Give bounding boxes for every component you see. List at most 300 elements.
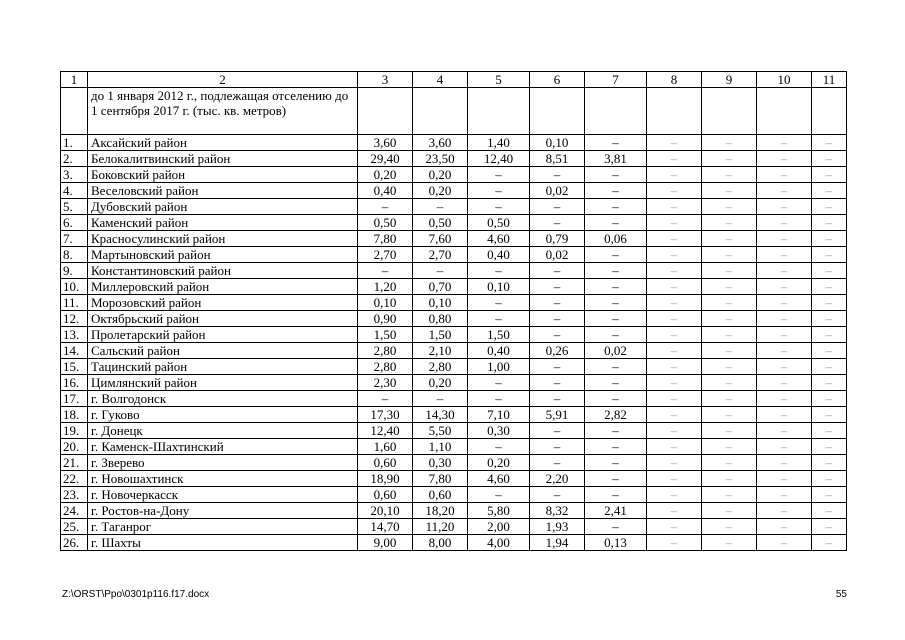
value-cell: –: [812, 295, 847, 311]
value-cell: –: [702, 135, 757, 151]
empty-cell: [530, 88, 585, 135]
value-cell: –: [812, 231, 847, 247]
column-number: 10: [757, 72, 812, 88]
value-cell: –: [585, 279, 647, 295]
value-cell: 4,60: [468, 231, 530, 247]
value-cell: –: [413, 263, 468, 279]
row-number: 15.: [61, 359, 88, 375]
value-cell: 17,30: [358, 407, 413, 423]
value-cell: –: [812, 215, 847, 231]
value-cell: –: [413, 199, 468, 215]
territory-name: Октябрьский район: [88, 311, 358, 327]
value-cell: –: [530, 311, 585, 327]
row-number: 18.: [61, 407, 88, 423]
value-cell: 1,20: [358, 279, 413, 295]
value-cell: –: [757, 503, 812, 519]
value-cell: –: [647, 183, 702, 199]
value-cell: –: [647, 535, 702, 551]
value-cell: –: [702, 279, 757, 295]
value-cell: 0,50: [358, 215, 413, 231]
value-cell: –: [585, 135, 647, 151]
value-cell: 23,50: [413, 151, 468, 167]
value-cell: 1,50: [413, 327, 468, 343]
value-cell: 0,40: [358, 183, 413, 199]
territory-name: Миллеровский район: [88, 279, 358, 295]
column-number: 8: [647, 72, 702, 88]
value-cell: –: [585, 183, 647, 199]
value-cell: 5,80: [468, 503, 530, 519]
row-number: 11.: [61, 295, 88, 311]
value-cell: –: [757, 199, 812, 215]
value-cell: –: [702, 231, 757, 247]
column-number: 2: [88, 72, 358, 88]
value-cell: –: [647, 423, 702, 439]
value-cell: 5,50: [413, 423, 468, 439]
table-row: [61, 263, 847, 279]
value-cell: –: [585, 375, 647, 391]
value-cell: 0,50: [413, 215, 468, 231]
value-cell: 7,10: [468, 407, 530, 423]
territory-name: Белокалитвинский район: [88, 151, 358, 167]
territory-name: г. Донецк: [88, 423, 358, 439]
value-cell: –: [585, 327, 647, 343]
value-cell: –: [702, 375, 757, 391]
table-row: [61, 359, 847, 375]
value-cell: –: [647, 503, 702, 519]
value-cell: –: [812, 471, 847, 487]
territory-name: г. Новочеркасск: [88, 487, 358, 503]
value-cell: –: [585, 167, 647, 183]
empty-cell: [585, 88, 647, 135]
value-cell: 12,40: [358, 423, 413, 439]
row-number: 8.: [61, 247, 88, 263]
value-cell: –: [530, 439, 585, 455]
value-cell: –: [530, 359, 585, 375]
value-cell: –: [812, 247, 847, 263]
value-cell: 12,40: [468, 151, 530, 167]
value-cell: –: [585, 487, 647, 503]
value-cell: –: [468, 375, 530, 391]
value-cell: 0,20: [358, 167, 413, 183]
value-cell: –: [530, 391, 585, 407]
value-cell: –: [757, 215, 812, 231]
value-cell: 0,10: [413, 295, 468, 311]
value-cell: –: [647, 231, 702, 247]
value-cell: –: [757, 295, 812, 311]
value-cell: 5,91: [530, 407, 585, 423]
value-cell: –: [647, 279, 702, 295]
value-cell: –: [530, 167, 585, 183]
value-cell: –: [702, 247, 757, 263]
value-cell: –: [413, 391, 468, 407]
value-cell: –: [702, 167, 757, 183]
value-cell: 8,32: [530, 503, 585, 519]
value-cell: –: [812, 535, 847, 551]
value-cell: –: [812, 423, 847, 439]
value-cell: 0,60: [358, 487, 413, 503]
value-cell: 0,60: [358, 455, 413, 471]
value-cell: 1,94: [530, 535, 585, 551]
value-cell: –: [757, 279, 812, 295]
value-cell: –: [757, 183, 812, 199]
value-cell: –: [585, 311, 647, 327]
row-number: 16.: [61, 375, 88, 391]
value-cell: 1,60: [358, 439, 413, 455]
row-number: 12.: [61, 311, 88, 327]
table-row: [61, 183, 847, 199]
value-cell: –: [757, 535, 812, 551]
row-number: 24.: [61, 503, 88, 519]
value-cell: 2,20: [530, 471, 585, 487]
value-cell: –: [812, 151, 847, 167]
value-cell: 7,80: [413, 471, 468, 487]
table-row: [61, 135, 847, 151]
value-cell: –: [585, 439, 647, 455]
territory-name: Сальский район: [88, 343, 358, 359]
value-cell: –: [702, 471, 757, 487]
territory-name: Морозовский район: [88, 295, 358, 311]
continued-header-text: до 1 января 2012 г., подлежащая отселению до 1 сентября 2017 г. (тыс. кв. метров): [88, 88, 358, 135]
value-cell: 4,60: [468, 471, 530, 487]
row-number: 6.: [61, 215, 88, 231]
value-cell: –: [358, 391, 413, 407]
territory-name: Дубовский район: [88, 199, 358, 215]
value-cell: –: [647, 311, 702, 327]
value-cell: 3,81: [585, 151, 647, 167]
territory-name: Тацинский район: [88, 359, 358, 375]
value-cell: –: [757, 487, 812, 503]
value-cell: –: [530, 295, 585, 311]
value-cell: –: [702, 151, 757, 167]
value-cell: 7,60: [413, 231, 468, 247]
value-cell: 0,20: [413, 167, 468, 183]
value-cell: –: [702, 519, 757, 535]
value-cell: –: [585, 295, 647, 311]
row-number: 2.: [61, 151, 88, 167]
value-cell: 2,41: [585, 503, 647, 519]
value-cell: –: [585, 359, 647, 375]
table-row: [61, 311, 847, 327]
row-number: 21.: [61, 455, 88, 471]
value-cell: –: [702, 263, 757, 279]
value-cell: 0,40: [468, 343, 530, 359]
value-cell: 0,30: [468, 423, 530, 439]
table-row: [61, 375, 847, 391]
territory-name: Мартыновский район: [88, 247, 358, 263]
value-cell: 0,26: [530, 343, 585, 359]
empty-cell: [812, 88, 847, 135]
value-cell: –: [702, 359, 757, 375]
column-number: 4: [413, 72, 468, 88]
value-cell: –: [757, 471, 812, 487]
value-cell: –: [812, 391, 847, 407]
table-row: [61, 151, 847, 167]
table-row: [61, 391, 847, 407]
empty-cell: [702, 88, 757, 135]
value-cell: 0,50: [468, 215, 530, 231]
empty-cell: [61, 88, 88, 135]
value-cell: –: [702, 343, 757, 359]
territory-name: г. Таганрог: [88, 519, 358, 535]
row-number: 14.: [61, 343, 88, 359]
value-cell: 0,30: [413, 455, 468, 471]
value-cell: –: [530, 215, 585, 231]
territory-name: г. Гуково: [88, 407, 358, 423]
value-cell: 1,50: [358, 327, 413, 343]
value-cell: –: [702, 391, 757, 407]
value-cell: 0,10: [468, 279, 530, 295]
value-cell: –: [757, 375, 812, 391]
value-cell: 29,40: [358, 151, 413, 167]
value-cell: –: [468, 391, 530, 407]
value-cell: –: [530, 375, 585, 391]
value-cell: –: [647, 359, 702, 375]
value-cell: –: [585, 215, 647, 231]
table-row: [61, 199, 847, 215]
value-cell: –: [812, 487, 847, 503]
row-number: 20.: [61, 439, 88, 455]
value-cell: –: [468, 487, 530, 503]
territory-name: Аксайский район: [88, 135, 358, 151]
value-cell: 9,00: [358, 535, 413, 551]
row-number: 19.: [61, 423, 88, 439]
value-cell: 3,60: [413, 135, 468, 151]
table-row: [61, 231, 847, 247]
value-cell: –: [585, 519, 647, 535]
value-cell: 0,02: [530, 183, 585, 199]
empty-cell: [468, 88, 530, 135]
territory-name: г. Каменск-Шахтинский: [88, 439, 358, 455]
value-cell: 2,70: [358, 247, 413, 263]
territory-name: Цимлянский район: [88, 375, 358, 391]
value-cell: –: [468, 183, 530, 199]
value-cell: –: [757, 231, 812, 247]
value-cell: –: [757, 311, 812, 327]
row-number: 17.: [61, 391, 88, 407]
territory-name: г. Шахты: [88, 535, 358, 551]
column-number: 7: [585, 72, 647, 88]
value-cell: –: [647, 247, 702, 263]
territory-name: Боковский район: [88, 167, 358, 183]
value-cell: 2,80: [358, 359, 413, 375]
value-cell: –: [585, 455, 647, 471]
value-cell: 1,40: [468, 135, 530, 151]
value-cell: –: [702, 295, 757, 311]
row-number: 23.: [61, 487, 88, 503]
value-cell: –: [757, 263, 812, 279]
value-cell: –: [647, 135, 702, 151]
value-cell: –: [647, 295, 702, 311]
row-number: 10.: [61, 279, 88, 295]
value-cell: –: [468, 295, 530, 311]
value-cell: 0,80: [413, 311, 468, 327]
value-cell: 20,10: [358, 503, 413, 519]
value-cell: 18,20: [413, 503, 468, 519]
row-number: 22.: [61, 471, 88, 487]
empty-cell: [647, 88, 702, 135]
value-cell: –: [757, 151, 812, 167]
table-row: [61, 247, 847, 263]
value-cell: 2,10: [413, 343, 468, 359]
value-cell: –: [585, 391, 647, 407]
value-cell: 2,80: [413, 359, 468, 375]
value-cell: –: [702, 455, 757, 471]
value-cell: –: [757, 455, 812, 471]
value-cell: 3,60: [358, 135, 413, 151]
value-cell: 1,50: [468, 327, 530, 343]
value-cell: 0,06: [585, 231, 647, 247]
value-cell: 11,20: [413, 519, 468, 535]
value-cell: –: [468, 439, 530, 455]
value-cell: –: [702, 439, 757, 455]
value-cell: –: [702, 327, 757, 343]
territory-name: Каменский район: [88, 215, 358, 231]
value-cell: –: [812, 263, 847, 279]
value-cell: –: [530, 279, 585, 295]
territory-name: Пролетарский район: [88, 327, 358, 343]
value-cell: –: [812, 407, 847, 423]
value-cell: 0,20: [413, 183, 468, 199]
row-number: 25.: [61, 519, 88, 535]
column-number: 1: [61, 72, 88, 88]
value-cell: 14,70: [358, 519, 413, 535]
value-cell: –: [585, 423, 647, 439]
table-row: [61, 343, 847, 359]
row-number: 9.: [61, 263, 88, 279]
value-cell: –: [585, 199, 647, 215]
page-number: 55: [835, 589, 847, 600]
value-cell: –: [702, 183, 757, 199]
data-table: [60, 71, 847, 551]
value-cell: –: [812, 327, 847, 343]
value-cell: 2,30: [358, 375, 413, 391]
value-cell: 0,20: [468, 455, 530, 471]
value-cell: –: [812, 503, 847, 519]
value-cell: –: [702, 199, 757, 215]
value-cell: –: [468, 199, 530, 215]
territory-name: г. Волгодонск: [88, 391, 358, 407]
table-row: [61, 279, 847, 295]
empty-cell: [358, 88, 413, 135]
value-cell: –: [702, 487, 757, 503]
row-number: 4.: [61, 183, 88, 199]
row-number: 5.: [61, 199, 88, 215]
value-cell: –: [757, 519, 812, 535]
value-cell: –: [702, 311, 757, 327]
value-cell: –: [647, 215, 702, 231]
value-cell: –: [647, 167, 702, 183]
value-cell: –: [812, 167, 847, 183]
value-cell: –: [812, 455, 847, 471]
territory-name: г. Зверево: [88, 455, 358, 471]
continued-header-row: [61, 88, 847, 135]
value-cell: –: [647, 327, 702, 343]
value-cell: –: [702, 423, 757, 439]
value-cell: 0,90: [358, 311, 413, 327]
value-cell: –: [812, 311, 847, 327]
row-number: 13.: [61, 327, 88, 343]
territory-name: г. Ростов-на-Дону: [88, 503, 358, 519]
value-cell: –: [647, 151, 702, 167]
value-cell: –: [647, 199, 702, 215]
value-cell: 1,93: [530, 519, 585, 535]
value-cell: –: [757, 167, 812, 183]
table-row: [61, 503, 847, 519]
column-number-row: [61, 72, 847, 88]
value-cell: –: [757, 135, 812, 151]
value-cell: –: [702, 535, 757, 551]
value-cell: –: [585, 263, 647, 279]
value-cell: –: [530, 327, 585, 343]
value-cell: –: [647, 471, 702, 487]
value-cell: –: [812, 343, 847, 359]
table-row: [61, 407, 847, 423]
empty-cell: [757, 88, 812, 135]
value-cell: 0,20: [413, 375, 468, 391]
column-number: 5: [468, 72, 530, 88]
value-cell: –: [468, 167, 530, 183]
value-cell: –: [647, 407, 702, 423]
table-row: [61, 487, 847, 503]
table-row: [61, 455, 847, 471]
value-cell: 0,02: [530, 247, 585, 263]
value-cell: 0,02: [585, 343, 647, 359]
value-cell: –: [647, 487, 702, 503]
territory-name: Константиновский район: [88, 263, 358, 279]
value-cell: –: [812, 375, 847, 391]
value-cell: 14,30: [413, 407, 468, 423]
value-cell: –: [358, 199, 413, 215]
value-cell: 0,60: [413, 487, 468, 503]
table-row: [61, 519, 847, 535]
value-cell: –: [702, 503, 757, 519]
territory-name: Веселовский район: [88, 183, 358, 199]
value-cell: –: [530, 455, 585, 471]
value-cell: –: [530, 487, 585, 503]
column-number: 6: [530, 72, 585, 88]
table-body: [61, 72, 847, 551]
value-cell: –: [757, 407, 812, 423]
territory-name: г. Новошахтинск: [88, 471, 358, 487]
value-cell: 7,80: [358, 231, 413, 247]
value-cell: –: [647, 343, 702, 359]
table-row: [61, 535, 847, 551]
column-number: 3: [358, 72, 413, 88]
value-cell: –: [468, 263, 530, 279]
value-cell: 2,70: [413, 247, 468, 263]
value-cell: 0,79: [530, 231, 585, 247]
value-cell: –: [468, 311, 530, 327]
footer-file-path: Z:\ORST\Ppo\0301p116.f17.docx: [62, 589, 210, 600]
value-cell: –: [530, 263, 585, 279]
table-row: [61, 167, 847, 183]
value-cell: –: [757, 343, 812, 359]
value-cell: –: [812, 183, 847, 199]
empty-cell: [413, 88, 468, 135]
value-cell: –: [812, 439, 847, 455]
value-cell: 18,90: [358, 471, 413, 487]
value-cell: 0,10: [530, 135, 585, 151]
value-cell: –: [358, 263, 413, 279]
value-cell: 4,00: [468, 535, 530, 551]
value-cell: –: [647, 439, 702, 455]
column-number: 9: [702, 72, 757, 88]
row-number: 7.: [61, 231, 88, 247]
column-number: 11: [812, 72, 847, 88]
table-row: [61, 215, 847, 231]
value-cell: –: [585, 247, 647, 263]
value-cell: 8,00: [413, 535, 468, 551]
